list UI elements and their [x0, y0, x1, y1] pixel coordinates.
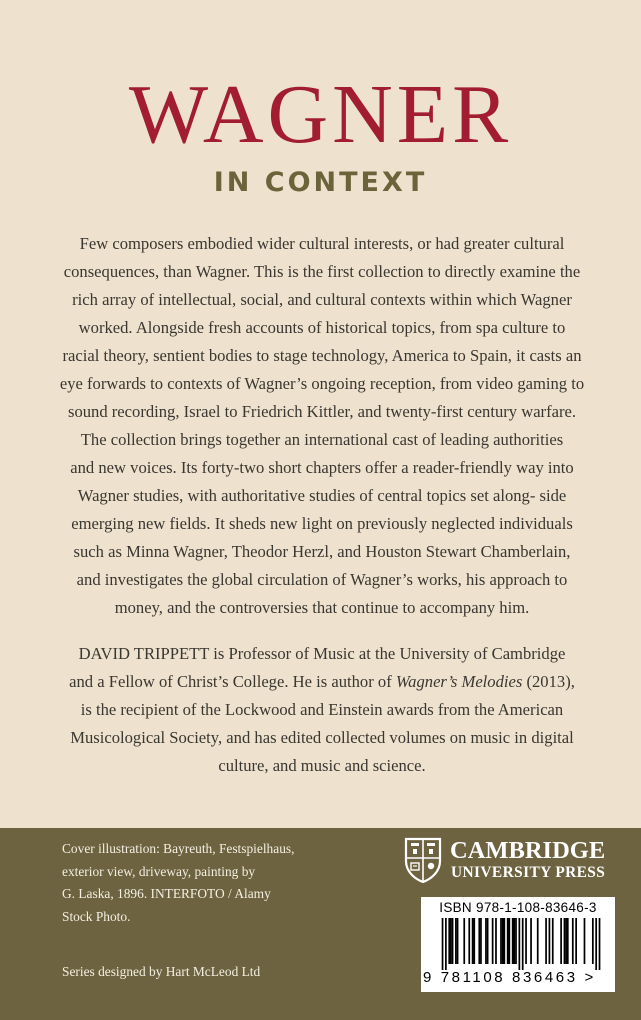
barcode-bar	[512, 918, 514, 964]
barcode-bar	[595, 918, 597, 970]
bio-text: (2013),	[522, 672, 575, 691]
book-title: WAGNER	[128, 68, 513, 161]
barcode-bar	[565, 918, 567, 964]
bio-line: Musicological Society, and has edited collected volumes on music in digital	[70, 728, 574, 747]
isbn-label: ISBN 978-1-108-83646-3	[439, 900, 597, 915]
barcode-bar	[507, 918, 509, 964]
barcode-bar	[599, 918, 601, 970]
book-blurb	[58, 230, 586, 622]
barcode-bar	[515, 918, 517, 964]
barcode-bar	[450, 918, 452, 964]
barcode-bar	[560, 918, 562, 964]
barcode-bar	[457, 918, 459, 964]
blurb-line: such as Minna Wagner, Theodor Herzl, and Houston Stewart Chamberlain,	[73, 542, 571, 561]
barcode-bar	[502, 918, 504, 964]
barcode-bar	[455, 918, 457, 964]
author-bio	[58, 640, 586, 780]
blurb-line: worked. Alongside fresh accounts of historical topics, from spa culture to	[78, 318, 566, 337]
barcode-bar	[522, 918, 524, 970]
publisher-subname: UNIVERSITY PRESS	[451, 864, 606, 881]
book-subtitle: IN CONTEXT	[213, 167, 428, 198]
barcode-bar	[575, 918, 577, 964]
barcode-bar	[552, 918, 554, 964]
barcode-bar	[480, 918, 482, 964]
blurb-line: and new voices. Its forty-two short chapters offer a reader-friendly way into	[70, 458, 574, 477]
blurb-line: Few composers embodied wider cultural interests, or had greater cultural	[79, 234, 565, 253]
isbn-barcode	[421, 897, 615, 992]
barcode-digits: 9 781108 836463 >	[423, 969, 596, 986]
book-reference: Wagner’s Melodies	[395, 672, 523, 691]
barcode-bar	[478, 918, 480, 964]
barcode-bar	[530, 918, 532, 964]
blurb-line: racial theory, sentient bodies to stage technology, America to Spain, it casts an	[62, 346, 582, 365]
barcode-bar	[508, 918, 510, 964]
credit-line: G. Laska, 1896. INTERFOTO / Alamy	[62, 886, 271, 901]
barcode-bar	[472, 918, 474, 964]
barcode-bar	[487, 918, 489, 964]
barcode-bar	[584, 918, 586, 964]
barcode-bar	[473, 918, 475, 964]
bio-line: is the recipient of the Lockwood and Einstein awards from the American	[80, 700, 564, 719]
barcode-bar	[445, 918, 447, 970]
publisher-logo	[404, 837, 624, 885]
cover-illustration-credit	[62, 838, 332, 928]
barcode-bar	[468, 918, 470, 964]
bio-text: and a Fellow of Christ’s College. He is author of	[69, 672, 396, 691]
bio-line: culture, and music and science.	[218, 756, 426, 775]
barcode-bar	[513, 918, 515, 964]
barcode-bar	[549, 918, 551, 964]
blurb-line: The collection brings together an international cast of leading authorities	[80, 430, 564, 449]
blurb-line: eye forwards to contexts of Wagner’s ongoing reception, from video gaming to	[59, 374, 585, 393]
barcode-bar	[525, 918, 527, 964]
series-design-credit: Series designed by Hart McLeod Ltd	[62, 964, 261, 979]
credit-line: Stock Photo.	[62, 908, 131, 924]
barcode-bar	[452, 918, 454, 964]
university-shield-icon	[404, 837, 442, 883]
publisher-name: CAMBRIDGE	[450, 837, 606, 864]
barcode-bar	[564, 918, 566, 964]
barcode-bar	[442, 918, 444, 970]
blurb-line: consequences, than Wagner. This is the first collection to directly examine the	[63, 262, 581, 281]
blurb-line: rich array of intellectual, social, and cultural contexts within which Wagner	[72, 290, 572, 309]
blurb-line: Wagner studies, with authoritative studies of central topics set along- side	[77, 486, 567, 505]
blurb-line: emerging new fields. It sheds new light on previously neglected individuals	[71, 514, 573, 533]
barcode-bar	[572, 918, 574, 964]
blurb-line: and investigates the global circulation of Wagner’s works, his approach to	[76, 570, 568, 589]
blurb-line: sound recording, Israel to Friedrich Kittler, and twenty-first century warfare.	[67, 402, 577, 421]
barcode-bar	[463, 918, 465, 964]
barcode-bar	[567, 918, 569, 964]
barcode-bar	[537, 918, 539, 964]
barcode-bars	[435, 918, 607, 970]
barcode-bar	[592, 918, 594, 964]
barcode-bar	[518, 918, 520, 970]
blurb-line: money, and the controversies that continue to accompany him.	[114, 598, 530, 617]
barcode-bar	[545, 918, 547, 964]
barcode-bar	[485, 918, 487, 964]
barcode-bar	[503, 918, 505, 964]
bio-line	[58, 668, 586, 696]
bio-line: DAVID TRIPPETT is Professor of Music at the University of Cambridge	[78, 644, 566, 663]
barcode-bar	[500, 918, 502, 964]
credit-line: Cover illustration: Bayreuth, Festspielhaus,	[62, 841, 295, 856]
barcode-bar	[495, 918, 497, 964]
barcode-bar	[492, 918, 494, 964]
barcode-bar	[448, 918, 450, 964]
credit-line: exterior view, driveway, painting by	[62, 863, 256, 879]
